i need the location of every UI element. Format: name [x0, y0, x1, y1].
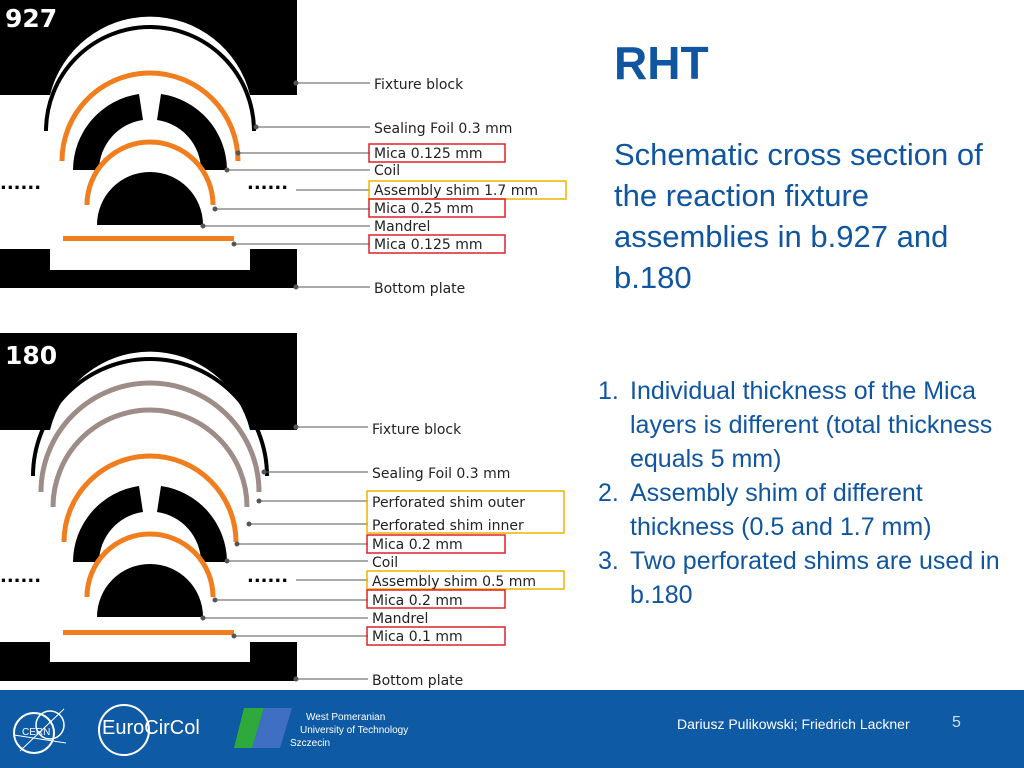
label-180-perforated-inner: Perforated shim inner [372, 518, 524, 534]
dots-180-left: ...... [0, 566, 42, 587]
slide-subtitle: Schematic cross section of the reaction fixture assemblies in b.927 and b.180 [614, 137, 983, 295]
key-point-number: 3. [598, 547, 619, 575]
slide-title: RHT [614, 37, 709, 89]
label-927-mica-1: Mica 0.125 mm [374, 146, 483, 162]
key-point [598, 374, 1008, 476]
diagram-180 [0, 333, 564, 689]
label-180-mandrel: Mandrel [372, 611, 429, 627]
footer-author: Dariusz Pulikowski; Friedrich Lackner [677, 716, 910, 732]
zut-line-3: Szczecin [290, 738, 331, 749]
key-point-number: 2. [598, 479, 619, 507]
key-point-text: Assembly shim of different thickness (0.5 and 1.7 mm) [630, 479, 932, 541]
page-number: 5 [952, 714, 961, 731]
diagram-927 [0, 0, 566, 297]
dots-180-right: ...... [247, 566, 289, 587]
label-927-mica-2: Mica 0.25 mm [374, 201, 474, 217]
label-927-coil: Coil [374, 163, 401, 179]
key-point-text: Individual thickness of the Mica layers is different (total thickness equals 5 mm) [630, 377, 993, 473]
label-180-coil: Coil [372, 555, 399, 571]
bottom-plate-927 [0, 249, 297, 288]
key-point-text: Two perforated shims are used in b.180 [630, 547, 1000, 609]
label-180-bottom-plate: Bottom plate [372, 673, 464, 689]
zut-mark-icon [234, 708, 294, 748]
tag-927: 927 [5, 4, 58, 33]
key-point [598, 544, 1008, 612]
key-point [598, 476, 1008, 544]
mica-bottom-927 [63, 236, 234, 241]
label-180-sealing-foil: Sealing Foil 0.3 mm [372, 466, 511, 482]
label-180-perforated-outer: Perforated shim outer [372, 495, 526, 511]
mica-bottom-180 [63, 630, 234, 635]
zut-line-2: University of Technology [300, 725, 409, 736]
key-points-list [598, 374, 1008, 612]
label-927-bottom-plate: Bottom plate [374, 281, 466, 297]
mandrel-180 [97, 564, 203, 617]
label-927-sealing-foil: Sealing Foil 0.3 mm [374, 121, 513, 137]
svg-text:CERN: CERN [22, 727, 51, 738]
perforated-shim-outer [41, 383, 259, 492]
bottom-plate-180 [0, 642, 297, 681]
label-180-mica-1: Mica 0.2 mm [372, 537, 463, 553]
zut-logo [234, 706, 434, 756]
label-927-fixture-block: Fixture block [374, 77, 464, 93]
label-180-assembly-shim: Assembly shim 0.5 mm [372, 574, 537, 590]
eurocircol-text: EuroCirCol [102, 717, 200, 739]
label-180-mica-2: Mica 0.2 mm [372, 593, 463, 609]
key-point-number: 1. [598, 377, 619, 405]
label-180-fixture-block: Fixture block [372, 422, 462, 438]
dots-927-right: ...... [247, 173, 289, 194]
label-927-assembly-shim: Assembly shim 1.7 mm [374, 183, 539, 199]
dots-927-left: ...... [0, 173, 42, 194]
label-927-mandrel: Mandrel [374, 219, 431, 235]
cern-logo [12, 703, 68, 759]
zut-line-1: West Pomeranian [306, 712, 386, 723]
tag-180: 180 [5, 341, 58, 370]
mandrel-927 [97, 172, 203, 225]
label-180-mica-3: Mica 0.1 mm [372, 629, 463, 645]
label-927-mica-3: Mica 0.125 mm [374, 237, 483, 253]
footer-bar [0, 690, 1024, 768]
